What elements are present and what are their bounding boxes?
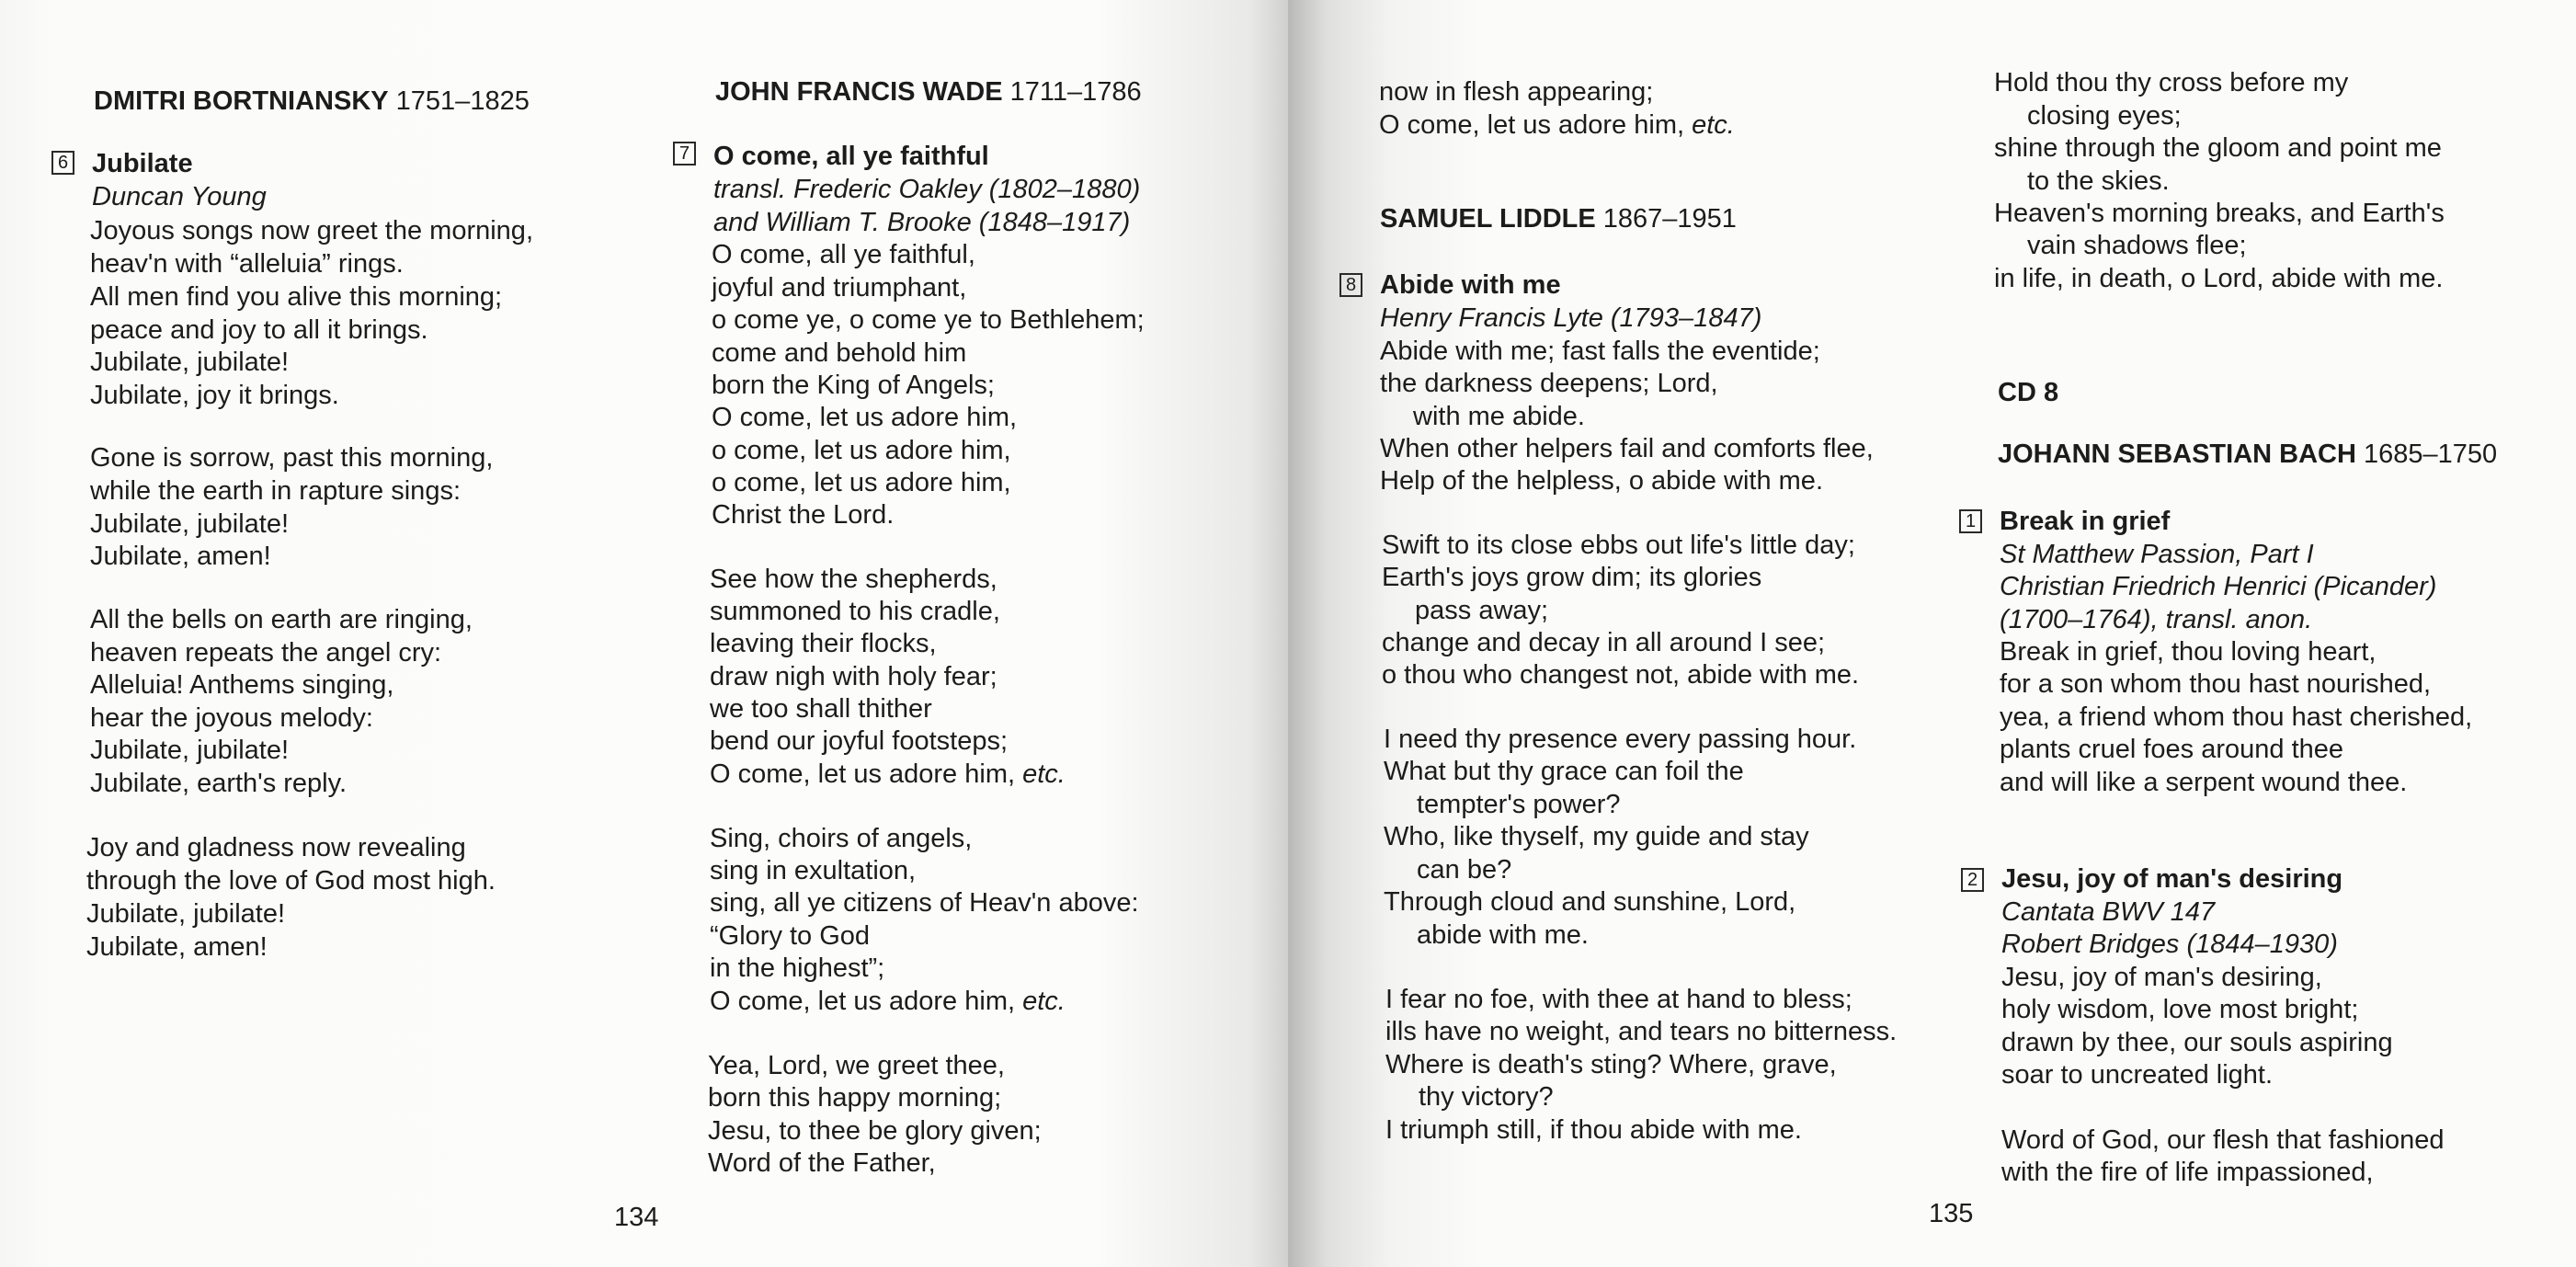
track-number: 8 — [1339, 273, 1362, 297]
lyric-line: Yea, Lord, we greet thee, — [708, 1051, 1005, 1080]
lyric-line: come and behold him — [712, 338, 967, 368]
carry-over-line: Heaven's morning breaks, and Earth's — [1994, 199, 2445, 228]
piece-credit: Christian Friedrich Henrici (Picander) — [2000, 572, 2437, 601]
lyric-line: Joyous songs now greet the morning, — [90, 216, 533, 245]
lyric-line: Jubilate, joy it brings. — [90, 381, 339, 410]
lyric-line: Jubilate, jubilate! — [90, 509, 290, 539]
lyric-line: Jubilate, earth's reply. — [90, 769, 348, 798]
lyric-line: Through cloud and sunshine, Lord, — [1384, 887, 1796, 917]
lyric-line: Jubilate, amen! — [86, 932, 268, 962]
piece-credit: Henry Francis Lyte (1793–1847) — [1380, 303, 1762, 333]
lyric-line: Break in grief, thou loving heart, — [2000, 637, 2377, 667]
lyric-line: Alleluia! Anthems singing, — [90, 670, 394, 700]
lyric-line: summoned to his cradle, — [710, 597, 1000, 626]
carry-over-line: to the skies. — [2027, 166, 2170, 196]
lyric-line: Jubilate, jubilate! — [90, 348, 290, 377]
lyric-line: o come ye, o come ye to Bethlehem; — [712, 305, 1145, 335]
carry-over-line: vain shadows flee; — [2027, 231, 2247, 260]
lyric-line: bend our joyful footsteps; — [710, 726, 1009, 756]
lyric-line: Jubilate, jubilate! — [86, 899, 286, 929]
lyric-line: Joy and gladness now revealing — [86, 833, 466, 862]
lyric-line: tempter's power? — [1417, 790, 1621, 819]
lyric-line: abide with me. — [1417, 920, 1589, 950]
lyric-line: plants cruel foes around thee — [2000, 735, 2344, 764]
lyric-line: yea, a friend whom thou hast cherished, — [2000, 702, 2473, 732]
lyric-line: Jesu, to thee be glory given; — [708, 1116, 1042, 1146]
lyric-line: I triumph still, if thou abide with me. — [1385, 1115, 1802, 1145]
lyric-line: hear the joyous melody: — [90, 703, 373, 733]
lyric-line: Word of the Father, — [708, 1148, 936, 1178]
composer-dates: 1867–1951 — [1602, 204, 1737, 234]
lyric-line: change and decay in all around I see; — [1382, 628, 1826, 657]
lyric-line: Jubilate, amen! — [90, 542, 271, 571]
piece-credit: Robert Bridges (1844–1930) — [2001, 930, 2338, 959]
lyric-line: O come, let us adore him, — [712, 403, 1018, 432]
lyric-line: we too shall thither — [710, 694, 932, 724]
lyric-line: When other helpers fail and comforts flee, — [1380, 434, 1874, 463]
lyric-line: Jesu, joy of man's desiring, — [2001, 963, 2322, 992]
column-liddle — [1338, 0, 1908, 1267]
composer-heading — [94, 85, 530, 118]
lyric-line: sing in exultation, — [710, 856, 917, 885]
lyric-line: in the highest”; — [710, 953, 885, 983]
column-wade — [671, 0, 1241, 1267]
lyric-line: leaving their flocks, — [710, 629, 937, 658]
piece-credit: transl. Frederic Oakley (1802–1880) — [713, 175, 1141, 204]
piece-title: Jubilate — [92, 149, 193, 178]
carry-over-line: in life, in death, o Lord, abide with me. — [1994, 264, 2444, 293]
lyric-line-with-etc — [710, 985, 1066, 1018]
carry-over-line: now in flesh appearing; — [1379, 77, 1654, 107]
lyric-line: Word of God, our flesh that fashioned — [2001, 1125, 2445, 1155]
lyric-line: Help of the helpless, o abide with me. — [1380, 466, 1823, 496]
carry-over-line: closing eyes; — [2027, 101, 2182, 131]
lyric-line: thy victory? — [1419, 1082, 1554, 1112]
lyric-line: sing, all ye citizens of Heav'n above: — [710, 888, 1139, 918]
lyric-line: All men find you alive this morning; — [90, 282, 503, 312]
piece-credit: St Matthew Passion, Part I — [2000, 540, 2314, 569]
etc-marker: etc. — [1692, 110, 1735, 140]
lyric-line: Where is death's sting? Where, grave, — [1385, 1050, 1837, 1079]
composer-dates: 1685–1750 — [2363, 439, 2498, 469]
piece-title: Break in grief — [2000, 507, 2171, 536]
lyric-line: holy wisdom, love most bright; — [2001, 995, 2359, 1024]
lyric-line: through the love of God most high. — [86, 866, 496, 896]
composer-dates: 1751–1825 — [395, 86, 530, 116]
lyric-text: O come, let us adore him, — [710, 987, 1016, 1016]
lyric-line: can be? — [1417, 855, 1512, 885]
composer-name: JOHANN SEBASTIAN BACH — [1998, 439, 2356, 469]
lyric-line: Swift to its close ebbs out life's little day; — [1382, 531, 1855, 560]
lyric-line: born the King of Angels; — [712, 371, 995, 400]
lyric-line: pass away; — [1415, 596, 1549, 625]
lyric-line: I fear no foe, with thee at hand to bless; — [1385, 985, 1852, 1014]
track-number: 2 — [1961, 868, 1984, 892]
carry-over-line-with-etc — [1379, 108, 1735, 142]
lyric-line: Who, like thyself, my guide and stay — [1384, 822, 1809, 851]
lyric-line: drawn by thee, our souls aspiring — [2001, 1028, 2393, 1057]
lyric-line: draw nigh with holy fear; — [710, 662, 997, 691]
lyric-line: Gone is sorrow, past this morning, — [90, 443, 494, 473]
lyric-line-with-etc — [710, 758, 1066, 791]
lyric-line: “Glory to God — [710, 921, 871, 951]
lyric-line: heaven repeats the angel cry: — [90, 638, 442, 668]
carry-over-line: Hold thou thy cross before my — [1994, 68, 2349, 97]
lyric-line: Christ the Lord. — [712, 500, 895, 530]
lyric-line: O come, all ye faithful, — [712, 240, 975, 269]
lyric-line: I need thy presence every passing hour. — [1384, 725, 1857, 754]
piece-title: Jesu, joy of man's desiring — [2001, 864, 2343, 894]
lyric-line: joyful and triumphant, — [712, 273, 967, 302]
composer-heading — [1998, 438, 2497, 471]
lyric-line: heav'n with “alleluia” rings. — [90, 249, 404, 279]
piece-credit: Duncan Young — [92, 182, 267, 211]
lyric-line: o come, let us adore him, — [712, 468, 1011, 497]
lyric-line: o come, let us adore him, — [712, 436, 1011, 465]
lyric-line: born this happy morning; — [708, 1083, 1002, 1113]
page-number: 134 — [614, 1203, 659, 1232]
composer-dates: 1711–1786 — [1009, 77, 1142, 107]
lyric-line: Abide with me; fast falls the eventide; — [1380, 337, 1820, 366]
right-page — [1288, 0, 2576, 1267]
piece-title: Abide with me — [1380, 270, 1561, 300]
composer-heading — [715, 75, 1142, 108]
piece-credit: Cantata BWV 147 — [2001, 897, 2216, 927]
lyric-line: with the fire of life impassioned, — [2001, 1158, 2374, 1187]
composer-name: DMITRI BORTNIANSKY — [94, 86, 389, 116]
lyric-line: the darkness deepens; Lord, — [1380, 369, 1718, 398]
track-number: 6 — [51, 151, 74, 175]
piece-credit: (1700–1764), transl. anon. — [2000, 605, 2313, 634]
lyric-line: and will like a serpent wound thee. — [2000, 768, 2408, 797]
track-number: 1 — [1959, 509, 1982, 533]
composer-name: JOHN FRANCIS WADE — [715, 77, 1003, 107]
carry-over-line: shine through the gloom and point me — [1994, 133, 2442, 163]
etc-marker: etc. — [1022, 759, 1066, 789]
track-number: 7 — [673, 142, 696, 166]
lyric-line: o thou who changest not, abide with me. — [1382, 660, 1860, 690]
piece-title: O come, all ye faithful — [713, 142, 989, 171]
page-number: 135 — [1929, 1199, 1974, 1228]
piece-credit: and William T. Brooke (1848–1917) — [713, 208, 1131, 237]
lyric-line: Jubilate, jubilate! — [90, 736, 290, 765]
lyric-line: while the earth in rapture sings: — [90, 476, 461, 506]
lyric-line: soar to uncreated light. — [2001, 1060, 2274, 1090]
column-bortniansky — [50, 0, 620, 1267]
lyric-line: What but thy grace can foil the — [1384, 757, 1744, 786]
lyric-line: with me abide. — [1413, 402, 1585, 431]
lyric-line: for a son whom thou hast nourished, — [2000, 669, 2432, 699]
lyric-text: O come, let us adore him, — [710, 759, 1016, 789]
composer-name: SAMUEL LIDDLE — [1380, 204, 1596, 234]
lyric-line: Sing, choirs of angels, — [710, 824, 973, 853]
column-bach — [1957, 0, 2573, 1267]
lyric-line: peace and joy to all it brings. — [90, 315, 428, 345]
lyric-line: See how the shepherds, — [710, 565, 997, 594]
cd-label: CD 8 — [1998, 378, 2059, 407]
lyric-line: All the bells on earth are ringing, — [90, 605, 473, 634]
etc-marker: etc. — [1022, 987, 1066, 1016]
composer-heading — [1380, 202, 1737, 235]
lyric-line: Earth's joys grow dim; its glories — [1382, 563, 1762, 592]
lyric-line: ills have no weight, and tears no bitterness. — [1385, 1017, 1898, 1046]
lyric-text: O come, let us adore him, — [1379, 110, 1685, 140]
